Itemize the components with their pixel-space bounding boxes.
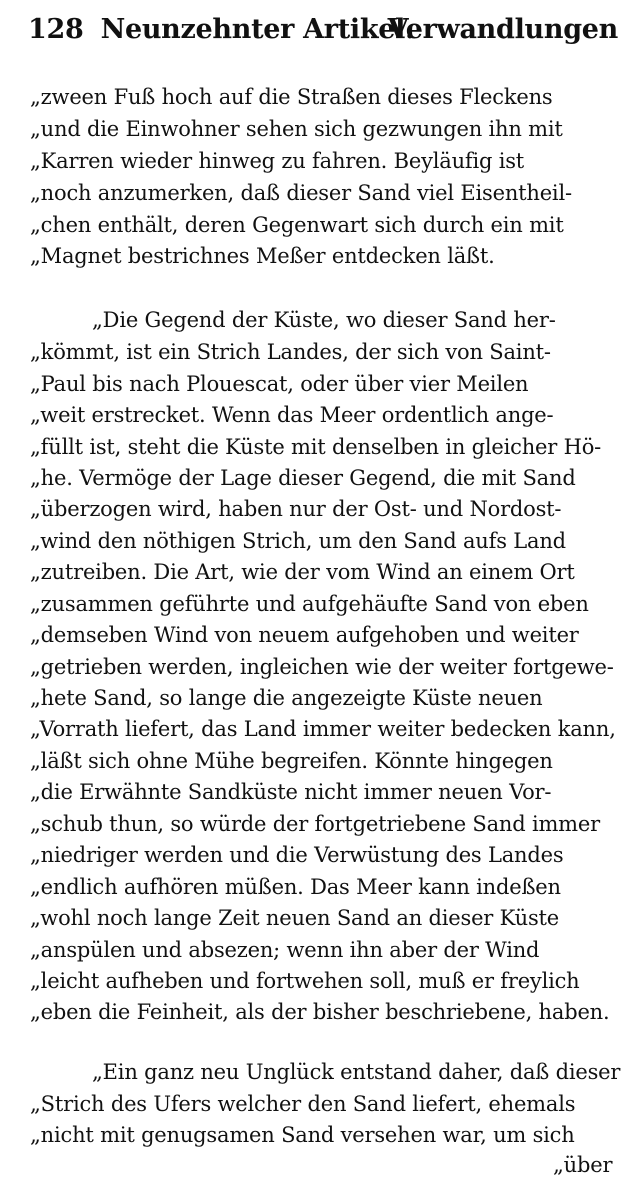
text-line: „wind den nöthigen Strich, um den Sand aufs Land — [30, 529, 566, 553]
text-line: „zusammen geführte und aufgehäufte Sand von eben — [30, 592, 589, 616]
text-line: „endlich aufhören müßen. Das Meer kann indeßen — [30, 875, 561, 899]
text-line: „demseben Wind von neuem aufgehoben und weiter — [30, 623, 579, 647]
running-head: Neunzehnter Artikel. — [100, 14, 415, 45]
catchword: „über — [553, 1153, 613, 1177]
text-line: „zween Fuß hoch auf die Straßen dieses Fleckens — [30, 85, 553, 109]
text-line: „chen enthält, deren Gegenwart sich durch ein mit — [30, 213, 564, 237]
page-header — [28, 14, 618, 45]
text-line: „läßt sich ohne Mühe begreifen. Könnte hingegen — [30, 749, 553, 773]
text-line: „überzogen wird, haben nur der Ost- und Nordost- — [30, 497, 562, 521]
text-line: „eben die Feinheit, als der bisher beschriebene, haben. — [30, 1000, 610, 1024]
text-line: „füllt ist, steht die Küste mit denselben in gleicher Hö- — [30, 435, 602, 459]
text-line: „Magnet bestrichnes Meßer entdecken läßt. — [30, 244, 495, 268]
text-line: „die Erwähnte Sandküste nicht immer neuen Vor- — [30, 780, 552, 804]
text-line: „kömmt, ist ein Strich Landes, der sich von Saint- — [30, 340, 551, 364]
text-line: „Ein ganz neu Unglück entstand daher, daß dieser — [92, 1060, 621, 1084]
text-line: „Die Gegend der Küste, wo dieser Sand her- — [92, 308, 556, 332]
text-line: „leicht aufheben und fortwehen soll, muß er freylich — [30, 969, 580, 993]
text-line: „Vorrath liefert, das Land immer weiter bedecken kann, — [30, 717, 616, 741]
text-line: „niedriger werden und die Verwüstung des Landes — [30, 843, 564, 867]
text-line: „nicht mit genugsamen Sand versehen war, um sich — [30, 1123, 575, 1147]
text-line: „Paul bis nach Plouescat, oder über vier Meilen — [30, 372, 529, 396]
text-line: „zutreiben. Die Art, wie der vom Wind an einem Ort — [30, 560, 575, 584]
text-line: „Strich des Ufers welcher den Sand liefert, ehemals — [30, 1092, 576, 1116]
text-line: „wohl noch lange Zeit neuen Sand an dieser Küste — [30, 906, 560, 930]
text-line: „Karren wieder hinweg zu fahren. Beyläufig ist — [30, 149, 525, 173]
text-line: „anspülen und absezen; wenn ihn aber der Wind — [30, 938, 540, 962]
text-line: „he. Vermöge der Lage dieser Gegend, die mit Sand — [30, 466, 576, 490]
text-line: „und die Einwohner sehen sich gezwungen ihn mit — [30, 117, 563, 141]
text-line: „schub thun, so würde der fortgetriebene Sand immer — [30, 812, 600, 836]
text-line: „weit erstrecket. Wenn das Meer ordentlich ange- — [30, 403, 554, 427]
text-line: „noch anzumerken, daß dieser Sand viel Eisentheil- — [30, 181, 572, 205]
text-line: „getrieben werden, ingleichen wie der weiter fortgewe- — [30, 655, 614, 679]
page-title: Verwandlungen — [387, 14, 618, 45]
page-number: 128 — [28, 14, 84, 45]
text-line: „hete Sand, so lange die angezeigte Küste neuen — [30, 686, 543, 710]
